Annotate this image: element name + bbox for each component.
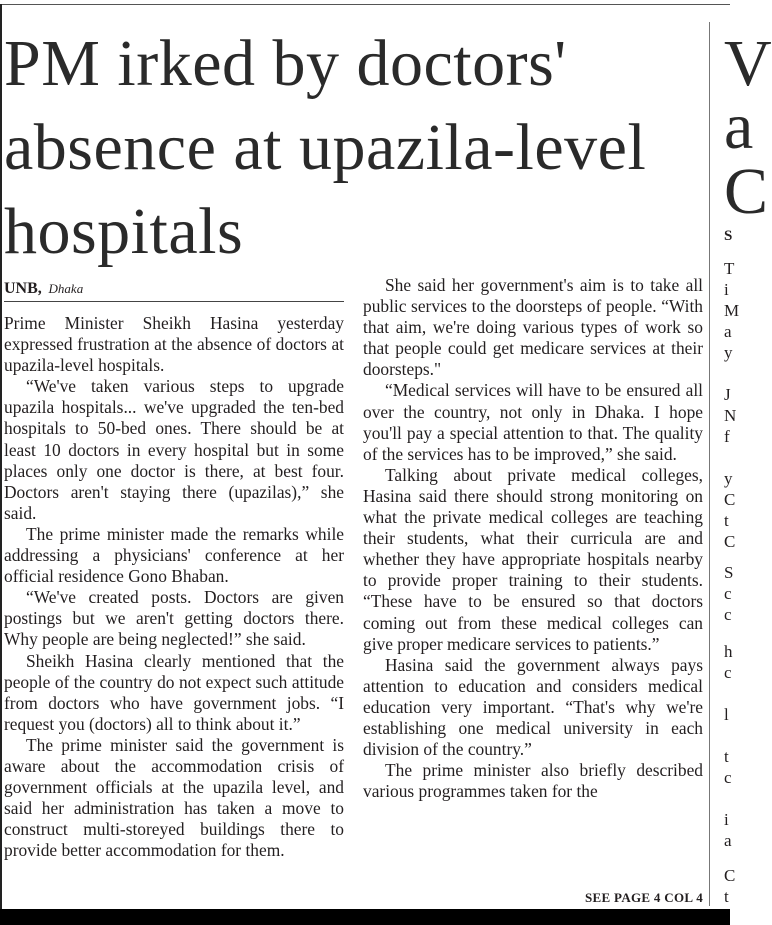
adjacent-article-fragment (724, 0, 772, 909)
page-edge (0, 4, 2, 909)
top-rule (0, 4, 730, 5)
adjacent-text-glyph: J (724, 385, 731, 404)
byline-agency: UNB, (4, 280, 42, 297)
adjacent-text-glyph: l (724, 705, 729, 724)
paragraph: “We've taken various steps to upgrade upazila hospitals... we've upgraded the ten-bed hospitals to 50-bed ones. There should be at least 10 doctors in every hospital but in some places only one doctor is there, at best four. Doctors aren't staying there (upazilas),” she said. (4, 376, 344, 523)
adjacent-headline-glyph: C (724, 155, 769, 228)
adjacent-text-glyph: t (724, 747, 729, 766)
paragraph: Sheikh Hasina clearly mentioned that the people of the country do not expect such attitude from doctors who have government jobs. “I request you (doctors) all to think about it.” (4, 650, 344, 734)
paragraph: She said her government's aim is to take all public services to the doorsteps of people. “With that aim, we're doing various types of work so that people could get medicare services at their doorsteps." (363, 275, 703, 380)
paragraph: “Medical services will have to be ensured all over the country, not only in Dhaka. I hope you'll pay a special attention to that. The quality of the services has to be improved,” she said. (363, 380, 703, 464)
adjacent-text-glyph: f (724, 427, 730, 446)
adjacent-headline-glyph: a (724, 90, 754, 163)
adjacent-text-glyph: N (724, 406, 737, 425)
paragraph: The prime minister made the remarks while addressing a physicians' conference at her official residence Gono Bhaban. (4, 523, 344, 587)
adjacent-text-glyph: C (724, 532, 736, 551)
paragraph: Hasina said the government always pays attention to education and considers medical education very important. “That's why we're establishing one medical university in each division of the country.” (363, 654, 703, 760)
adjacent-text-glyph: c (724, 768, 732, 787)
adjacent-headline-glyph: V (724, 27, 772, 100)
article-column-2 (363, 275, 703, 802)
column-divider (709, 22, 710, 906)
adjacent-text-glyph: C (724, 490, 736, 509)
paragraph: “We've created posts. Doctors are given postings but we aren't getting doctors there. Why people are being neglected!” she said. (4, 587, 344, 650)
adjacent-text-glyph: c (724, 663, 732, 682)
adjacent-text-glyph: a (724, 322, 732, 341)
adjacent-text-glyph: c (724, 584, 732, 603)
adjacent-text-glyph: h (724, 642, 733, 661)
continued-jump-line: SEE PAGE 4 COL 4 (585, 890, 703, 905)
paragraph: Prime Minister Sheikh Hasina yesterday expressed frustration at the absence of doctors at upazila-level hospitals. (4, 313, 344, 376)
paragraph: The prime minister said the government is aware about the accommodation crisis of government officials at the upazila level, and said her administration has taken a move to construct multi-storeyed buildings there to provide better accommodation for them. (4, 734, 344, 861)
adjacent-text-glyph: y (724, 469, 733, 488)
adjacent-text-glyph: t (724, 511, 729, 530)
paragraph: The prime minister also briefly described various programmes taken for the (363, 760, 703, 802)
article-column-1 (4, 313, 344, 861)
headline: PM irked by doctors' absence at upazila-level hospitals (4, 27, 647, 268)
scan-bottom-border (0, 909, 730, 925)
adjacent-text-glyph: i (724, 280, 729, 299)
byline-place: Dhaka (48, 281, 84, 296)
paragraph: Talking about private medical colleges, Hasina said there should strong monitoring on what the private medical colleges are teaching their students, what their curricula are and whether they have appropriate hospitals nearby to provide proper training to their students. “These have to be ensured so that doctors coming out from these medical colleges can give proper medicare services to patients.” (363, 464, 703, 654)
byline-rule (4, 301, 344, 302)
adjacent-text-glyph: T (724, 259, 735, 278)
adjacent-text-glyph: c (724, 605, 732, 624)
adjacent-byline-glyph: S (724, 228, 733, 244)
adjacent-text-glyph: i (724, 810, 729, 829)
adjacent-text-glyph: S (724, 563, 734, 582)
adjacent-text-glyph: C (724, 866, 736, 885)
byline (4, 280, 344, 298)
adjacent-text-glyph: y (724, 343, 733, 362)
adjacent-text-glyph: t (724, 887, 729, 906)
adjacent-text-glyph: M (724, 301, 740, 320)
adjacent-text-glyph: a (724, 831, 732, 850)
